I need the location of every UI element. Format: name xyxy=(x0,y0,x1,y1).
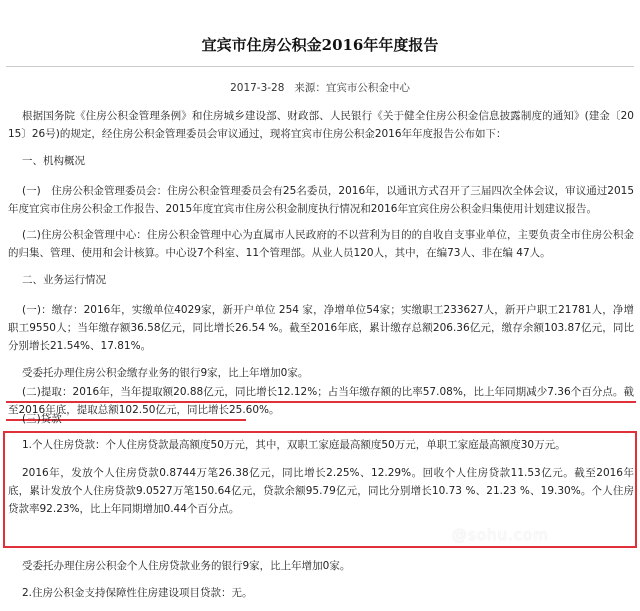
withdrawal-paragraph: (二)提取：2016年，当年提取额20.88亿元，同比增长12.12%；占当年缴存额的比率57.08%，比上年同期减少7.36个百分点。截至2016年底，提取总额102.50亿元，同比增长25.60%。 xyxy=(8,386,634,416)
section-heading-institution: 一、机构概况 xyxy=(22,155,85,167)
deposit-paragraph: (一)：缴存：2016年，实缴单位4029家，新开户单位 254 家，净增单位54家；实缴职工233627人，新开户职工21781人，净增职工9550人；当年缴存额36.58亿元，同比增长26.54 %。截至2016年底，累计缴存总额206.36亿元，缴存余额103.87亿元，同比分别增长21.54%、17.81%。 xyxy=(8,304,634,352)
publish-date: 2017-3-28 xyxy=(230,82,285,94)
deposit-banks-paragraph: 受委托办理住房公积金缴存业务的银行9家，比上年增加0家。 xyxy=(22,367,309,379)
center-paragraph: (二)住房公积金管理中心：住房公积金管理中心为直属市人民政府的不以营利为目的的自收自支事业单位，主要负责全市住房公积金的归集、管理、使用和会计核算。中心设7个科室、11个管理部。从业人员120人，其中，在编73人、非在编 47人。 xyxy=(8,229,634,259)
article-meta xyxy=(0,80,640,95)
project-loans-paragraph: 2.住房公积金支持保障性住房建设项目贷款：无。 xyxy=(22,587,253,599)
section-heading-operations: 二、业务运行情况 xyxy=(22,274,106,286)
withdrawal-highlight-line xyxy=(6,401,636,403)
personal-loan-paragraph: 1.个人住房贷款：个人住房贷款最高额度50万元，其中，双职工家庭最高额度50万元，单职工家庭最高额度30万元。 xyxy=(22,439,566,451)
article-source: 来源：宜宾市公积金中心 xyxy=(294,82,410,94)
page-title: 宜宾市住房公积金2016年年度报告 xyxy=(201,36,439,54)
loan-stats-paragraph: 2016年，发放个人住房贷款0.8744万笔26.38亿元，同比增长2.25%、12.29%。回收个人住房贷款11.53亿元。截至2016年底，累计发放个人住房贷款9.0527万笔150.64亿元，贷款余额95.79亿元，同比分别增长10.73 %、21.23 %、19.30%。个人住房贷款率92.23%，比上年同期增加0.44个百分点。 xyxy=(8,467,634,515)
loans-heading: (三)贷款 xyxy=(22,413,62,425)
watermark-logo: @sohu.com xyxy=(452,526,549,544)
intro-paragraph: 根据国务院《住房公积金管理条例》和住房城乡建设部、财政部、人民银行《关于健全住房公积金信息披露制度的通知》(建金〔2015〕26号)的规定，经住房公积金管理委员会审议通过，现将宜宾市住房公积金2016年年度报告公布如下： xyxy=(8,110,634,140)
loan-banks-paragraph: 受委托办理住房公积金个人住房贷款业务的银行9家，比上年增加0家。 xyxy=(22,560,351,572)
committee-paragraph: (一) 住房公积金管理委员会：住房公积金管理委员会有25名委员，2016年，以通讯方式召开了三届四次全体会议，审议通过2015年度宜宾市住房公积金工作报告、2015年度宜宾市住房公积金制度执行情况和2016年宜宾住房公积金归集使用计划建议报告。 xyxy=(8,185,634,215)
title-divider xyxy=(6,66,634,67)
